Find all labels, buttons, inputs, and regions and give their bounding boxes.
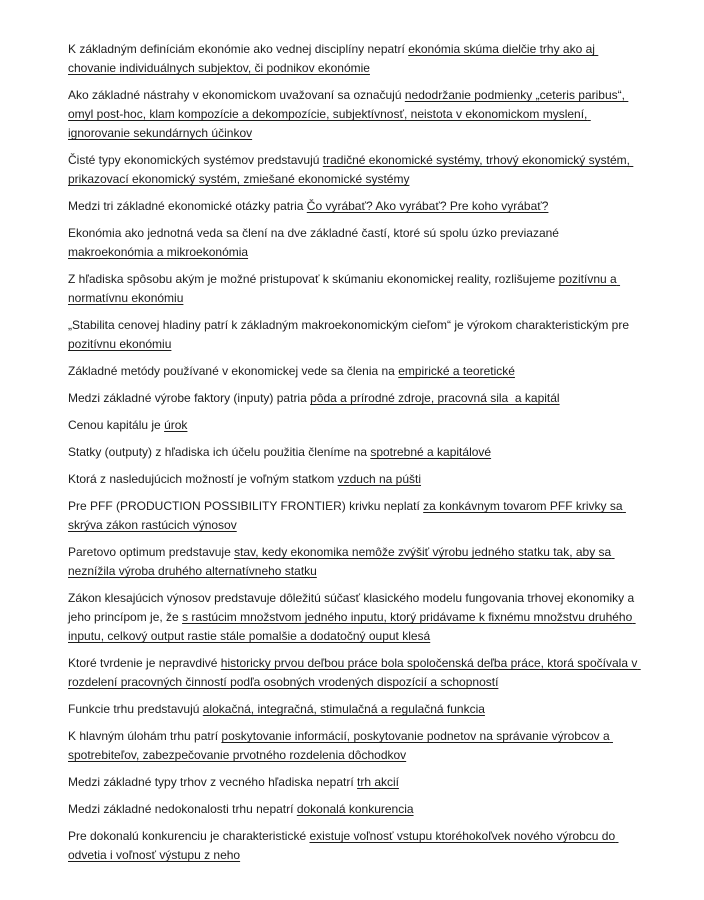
question-text: Zákon klesajúcich výnosov predstavuje dôležitú súčasť klasického modelu fungovania trhovej ekonomiky a jeho princípom je, že <box>68 591 638 624</box>
question-text: Základné metódy používané v ekonomickej vede sa členia na <box>68 364 399 378</box>
question-item <box>68 470 638 489</box>
question-item <box>68 827 638 865</box>
answer-text: poskytovanie informácií, poskytovanie podnetov na správanie výrobcov a spotrebiteľov, zabezpečovanie prvotného rozdelenia dôchodkov <box>68 729 613 762</box>
question-text: Ekonómia ako jednotná veda sa člení na dve základné častí, ktoré sú spolu úzko previazané <box>68 226 563 240</box>
answer-text: s rastúcim množstvom jedného inputu, ktorý pridávame k fixnému množstvu druhého inputu, celkový output rastie stále pomalšie a dodatočný ouput klesá <box>68 610 636 643</box>
question-text: Paretovo optimum predstavuje <box>68 545 235 559</box>
question-text: Pre PFF (PRODUCTION POSSIBILITY FRONTIER) krivku neplatí <box>68 499 424 513</box>
answer-text: alokačná, integračná, stimulačná a regulačná funkcia <box>202 702 485 716</box>
question-text: Cenou kapitálu je <box>68 418 165 432</box>
question-text: Statky (outputy) z hľadiska ich účelu použitia členíme na <box>68 445 371 459</box>
answer-text: Čo vyrábať? Ako vyrábať? Pre koho vyrábať? <box>306 199 549 213</box>
question-item <box>68 416 638 435</box>
answer-text: ekonómia skúma dielčie trhy ako aj chovanie individuálnych subjektov, či podnikov ekonómie <box>68 42 599 75</box>
question-item <box>68 497 638 535</box>
answer-text: pôda a prírodné zdroje, pracovná sila a kapitál <box>310 391 560 405</box>
questions-list <box>68 40 641 865</box>
question-text: Medzi základné typy trhov z vecného hľadiska nepatrí <box>68 775 357 789</box>
question-text: Pre dokonalú konkurenciu je charakteristické <box>68 829 310 843</box>
question-item <box>68 727 638 765</box>
question-item <box>68 654 641 692</box>
question-text: Ako základné nástrahy v ekonomickom uvažovaní sa označujú <box>68 88 405 102</box>
question-text: Čisté typy ekonomických systémov predstavujú <box>68 153 323 167</box>
question-text: Ktorá z nasledujúcich možností je voľným statkom <box>68 472 338 486</box>
question-item <box>68 316 638 354</box>
question-text: „Stabilita cenovej hladiny patrí k základným makroekonomickým cieľom“ je výrokom charakteristickým pre <box>68 318 633 332</box>
question-item <box>68 197 638 216</box>
answer-text: pozitívnu ekonómiu <box>68 337 172 351</box>
question-text: Medzi tri základné ekonomické otázky patria <box>68 199 307 213</box>
question-item <box>68 543 638 581</box>
question-text: Funkcie trhu predstavujú <box>68 702 203 716</box>
question-text: K hlavným úlohám trhu patrí <box>68 729 222 743</box>
answer-text: makroekonómia a mikroekonómia <box>68 245 249 259</box>
answer-text: vzduch na púšti <box>337 472 422 486</box>
question-item <box>68 151 638 189</box>
question-text: Z hľadiska spôsobu akým je možné pristupovať k skúmaniu ekonomickej reality, rozlišujeme <box>68 272 559 286</box>
question-item <box>68 800 638 819</box>
answer-text: existuje voľnosť vstupu ktoréhokoľvek nového výrobcu do odvetia i voľnosť výstupu z neho <box>68 829 619 862</box>
answer-text: empirické a teoretické <box>398 364 515 378</box>
answer-text: nedodržanie podmienky „ceteris paribus“, omyl post-hoc, klam kompozície a dekompozície, subjektívnosť, neistota v ekonomickom myslení, ignorovanie sekundárnych účinkov <box>68 88 629 140</box>
question-item <box>68 86 638 143</box>
question-item <box>68 443 638 462</box>
question-text: K základným definíciám ekonómie ako vednej disciplíny nepatrí <box>68 42 409 56</box>
answer-text: dokonalá konkurencia <box>296 802 414 816</box>
question-item <box>68 589 638 646</box>
question-item <box>68 773 638 792</box>
question-text: Ktoré tvrdenie je nepravdivé <box>68 656 221 670</box>
question-item <box>68 700 638 719</box>
answer-text: trh akcií <box>357 775 400 789</box>
answer-text: pozitívnu a normatívnu ekonómiu <box>68 272 621 305</box>
answer-text: tradičné ekonomické systémy, trhový ekonomický systém, prikazovací ekonomický systém, zmiešané ekonomické systémy <box>68 153 634 186</box>
answer-text: za konkávnym tovarom PFF krivky sa skrýva zákon rastúcich výnosov <box>68 499 626 532</box>
answer-text: stav, kedy ekonomika nemôže zvýšiť výrobu jedného statku tak, aby sa neznížila výroba druhého alternatívneho statku <box>68 545 615 578</box>
question-item <box>68 40 638 78</box>
question-item <box>68 270 638 308</box>
answer-text: úrok <box>164 418 188 432</box>
answer-text: historicky prvou deľbou práce bola spoločenská deľba práce, ktorá spočívala v rozdelení pracovných činností podľa osobných vrodených dispozícií a schopností <box>68 656 641 689</box>
question-item <box>68 389 638 408</box>
question-text: Medzi základné nedokonalosti trhu nepatrí <box>68 802 297 816</box>
question-item <box>68 224 638 262</box>
question-item <box>68 362 638 381</box>
answer-text: spotrebné a kapitálové <box>370 445 492 459</box>
question-text: Medzi základné výrobe faktory (inputy) patria <box>68 391 311 405</box>
